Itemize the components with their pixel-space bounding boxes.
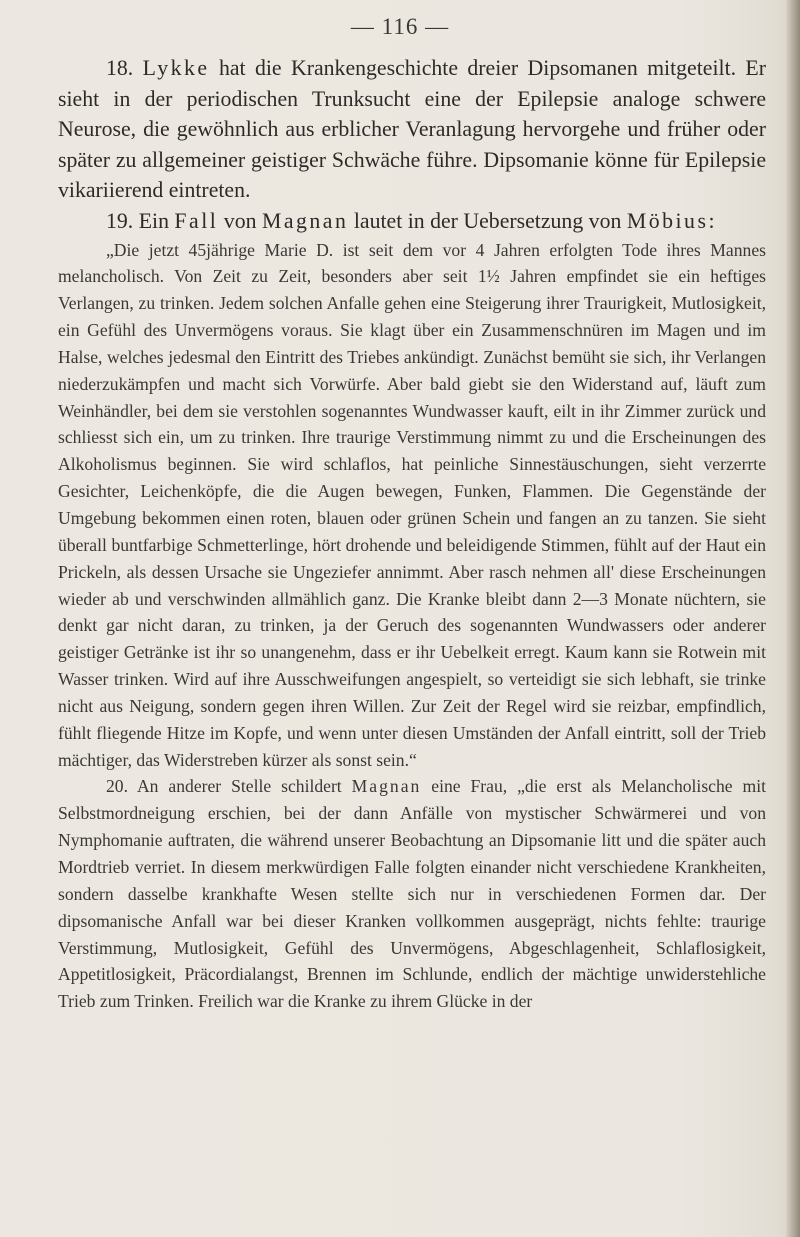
- page-number: — 116 —: [350, 14, 450, 39]
- paragraph-text: von: [223, 208, 257, 233]
- author-name: Magnan: [261, 208, 349, 233]
- body-text: [58, 53, 766, 1015]
- paragraph-text: 20. An anderer Stelle schildert: [106, 776, 342, 797]
- paragraph-18: [58, 53, 766, 206]
- section-number: 18.: [106, 56, 134, 80]
- paragraph-text: hat die Krankengeschichte dreier Dipsomanen mitgeteilt. Er sieht in der periodischen Trunksucht eine der Epilepsie analoge schwere Neurose, die gewöhnlich aus erblicher Veranlagung hervorgehe und früher oder später zu allgemeiner geistiger Schwäche führe. Dipsomanie könne für Epilepsie vikariierend eintreten.: [58, 56, 767, 203]
- page-edge-shadow: [786, 0, 800, 1237]
- translator-name: Möbius:: [626, 208, 717, 233]
- emphasized-word: Fall: [174, 208, 219, 233]
- author-name: Lykke: [142, 56, 210, 80]
- paragraph-text: eine Frau, „die erst als Melancholische mit Selbstmordneigung erschien, bei der dann Anfälle von mystischer Schwärmerei und von Nymphomanie auftraten, die während unserer Beobachtung an Dipsomanie litt und die später auch Mordtrieb verriet. In diesem merkwürdigen Falle folgten einander nicht verschiedene Krankheiten, sondern dasselbe krankhafte Wesen stellte sich nur in verschiedenen Formen dar. Der dipsomanische Anfall war bei dieser Kranken vollkommen ausgeprägt, nichts fehlte: traurige Verstimmung, Mutlosigkeit, Gefühl des Unvermögens, Abgeschlagenheit, Schlaflosigkeit, Appetitlosigkeit, Präcordialangst, Brennen im Schlunde, endlich der mächtige unwiderstehliche Trieb zum Trinken. Freilich war die Kranke zu ihrem Glücke in der: [58, 776, 766, 1012]
- paragraph-text: lautet in der Uebersetzung von: [353, 208, 622, 233]
- section-number: 19. Ein: [106, 208, 169, 233]
- author-name: Magnan: [351, 776, 422, 797]
- paragraph-19: [58, 206, 766, 237]
- case-quotation: „Die jetzt 45jährige Marie D. ist seit dem vor 4 Jahren erfolgten Tode ihres Mannes melancholisch. Von Zeit zu Zeit, besonders aber seit 1½ Jahren empfindet sie ein heftiges Verlangen, zu trinken. Jedem solchen Anfalle gehen eine Steigerung ihrer Traurigkeit, Mutlosigkeit, ein Gefühl des Unvermögens voraus. Sie klagt über ein Zusammenschnüren im Magen und im Halse, welches jedesmal den Eintritt des Triebes ankündigt. Zunächst bemüht sie sich, ihr Verlangen niederzukämpfen und macht sich Vorwürfe. Aber bald giebt sie den Widerstand auf, läuft zum Weinhändler, bei dem sie verstohlen sogenanntes Wundwasser kauft, eilt in ihr Zimmer zurück und schliesst sich ein, um zu trinken. Ihre traurige Verstimmung nimmt zu und die Erscheinungen des Alkoholismus beginnen. Sie wird schlaflos, hat peinliche Sinnestäuschungen, sieht verzerrte Gesichter, Leichenköpfe, die die Augen bewegen, Funken, Flammen. Die Gegenstände der Umgebung bekommen einen roten, blauen oder grünen Schein und fangen an zu tanzen. Sie sieht überall buntfarbige Schmetterlinge, hört drohende und beleidigende Stimmen, fühlt auf der Haut ein Prickeln, als dessen Ursache sie Ungeziefer annimmt. Aber rasch nehmen all' diese Erscheinungen wieder ab und verschwinden allmählich ganz. Die Kranke bleibt dann 2—3 Monate nüchtern, sie denkt gar nicht daran, zu trinken, ja der Geruch des sogenannten Wundwassers oder anderer geistiger Getränke ist ihr so unangenehm, dass er ihr Uebelkeit erregt. Kaum kann sie Rotwein mit Wasser trinken. Wird auf ihre Ausschweifungen angespielt, so verteidigt sie sich lebhaft, sie trinke nicht aus Neigung, sondern gegen ihren Willen. Zur Zeit der Regel wird sie reizbar, empfindlich, fühlt fliegende Hitze im Kopfe, und wenn unter diesen Umständen der Anfall eintritt, soll der Trieb mächtiger, das Widerstreben kürzer als sonst sein.“: [58, 239, 766, 770]
- paragraph-20: [58, 773, 766, 1015]
